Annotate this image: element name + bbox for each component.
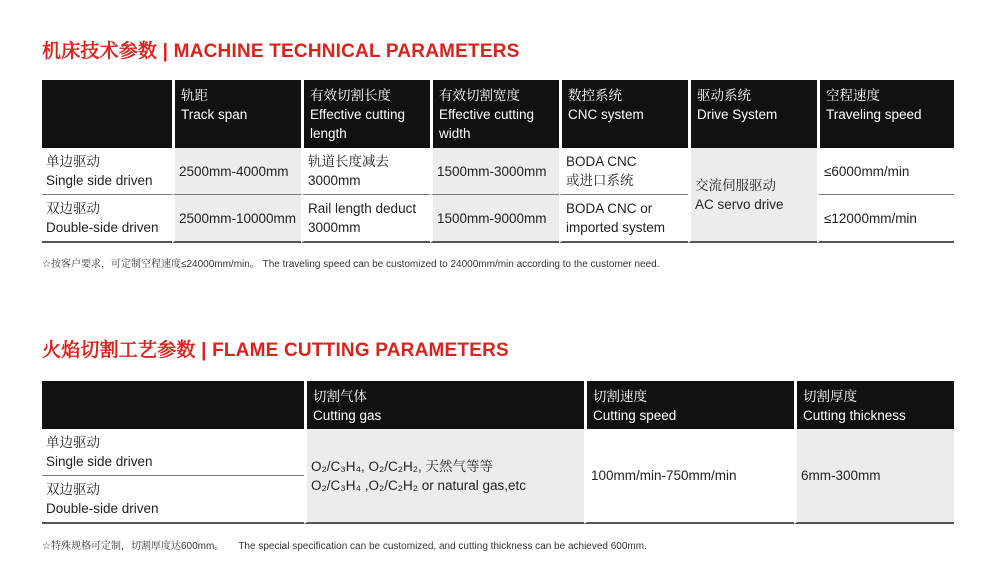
row-label-single: 单边驱动 Single side driven: [42, 429, 304, 476]
cutting-gas-cell: O₂/C₃H₄, O₂/C₂H₂, 天然气等等 O₂/C₃H₄ ,O₂/C₂H₂ or natural gas,etc: [304, 429, 584, 524]
flame-parameters-table: [42, 381, 954, 524]
effective-length-cell: 轨道长度减去 3000mm: [301, 148, 430, 195]
cutting-speed-cell: 100mm/min-750mm/min: [584, 429, 794, 524]
cnc-system-cell: BODA CNC 或进口系统: [559, 148, 688, 195]
row-label-double: 双边驱动 Double-side driven: [42, 195, 172, 243]
cutting-thickness-cell: 6mm-300mm: [794, 429, 954, 524]
flame-footnote-zh: ☆特殊规格可定制，切割厚度达600mm。: [42, 541, 225, 552]
header-blank: [42, 80, 172, 148]
header-cutting-speed: 切割速度 Cutting speed: [584, 381, 794, 429]
effective-width-cell: 1500mm-9000mm: [430, 195, 559, 243]
machine-footnote: ☆按客户要求，可定制空程速度≤24000mm/min。 The traveling speed can be customized to 24000mm/min according to the customer need.: [42, 259, 660, 270]
effective-width-cell: 1500mm-3000mm: [430, 148, 559, 195]
track-span-cell: 2500mm-10000mm: [172, 195, 301, 243]
cnc-system-cell: BODA CNC or imported system: [559, 195, 688, 243]
table-header-row: [42, 80, 954, 148]
header-traveling-speed: 空程速度 Traveling speed: [817, 80, 954, 148]
traveling-speed-cell: ≤6000mm/min: [817, 148, 954, 195]
header-cutting-thickness: 切割厚度 Cutting thickness: [794, 381, 954, 429]
flame-footnote: [42, 537, 647, 552]
header-drive-system: 驱动系统 Drive System: [688, 80, 817, 148]
flame-footnote-en: The special specification can be customized, and cutting thickness can be achieved 600mm.: [238, 541, 647, 552]
traveling-speed-cell: ≤12000mm/min: [817, 195, 954, 243]
header-track-span: 轨距 Track span: [172, 80, 301, 148]
flame-section-title: 火焰切割工艺参数 | FLAME CUTTING PARAMETERS: [42, 340, 509, 361]
table-row: [42, 429, 954, 476]
machine-parameters-table: [42, 80, 954, 243]
table-row: [42, 148, 954, 195]
row-label-single: 单边驱动 Single side driven: [42, 148, 172, 195]
header-cnc-system: 数控系统 CNC system: [559, 80, 688, 148]
header-blank: [42, 381, 304, 429]
drive-system-cell: 交流伺服驱动 AC servo drive: [688, 148, 817, 243]
machine-section-title: 机床技术参数 | MACHINE TECHNICAL PARAMETERS: [42, 41, 520, 62]
row-label-double: 双边驱动 Double-side driven: [42, 476, 304, 524]
header-effective-length: 有效切割长度 Effective cutting length: [301, 80, 430, 148]
table-row: [42, 195, 954, 243]
header-effective-width: 有效切割宽度 Effective cutting width: [430, 80, 559, 148]
effective-length-cell: Rail length deduct 3000mm: [301, 195, 430, 243]
track-span-cell: 2500mm-4000mm: [172, 148, 301, 195]
header-cutting-gas: 切割气体 Cutting gas: [304, 381, 584, 429]
table-header-row: [42, 381, 954, 429]
